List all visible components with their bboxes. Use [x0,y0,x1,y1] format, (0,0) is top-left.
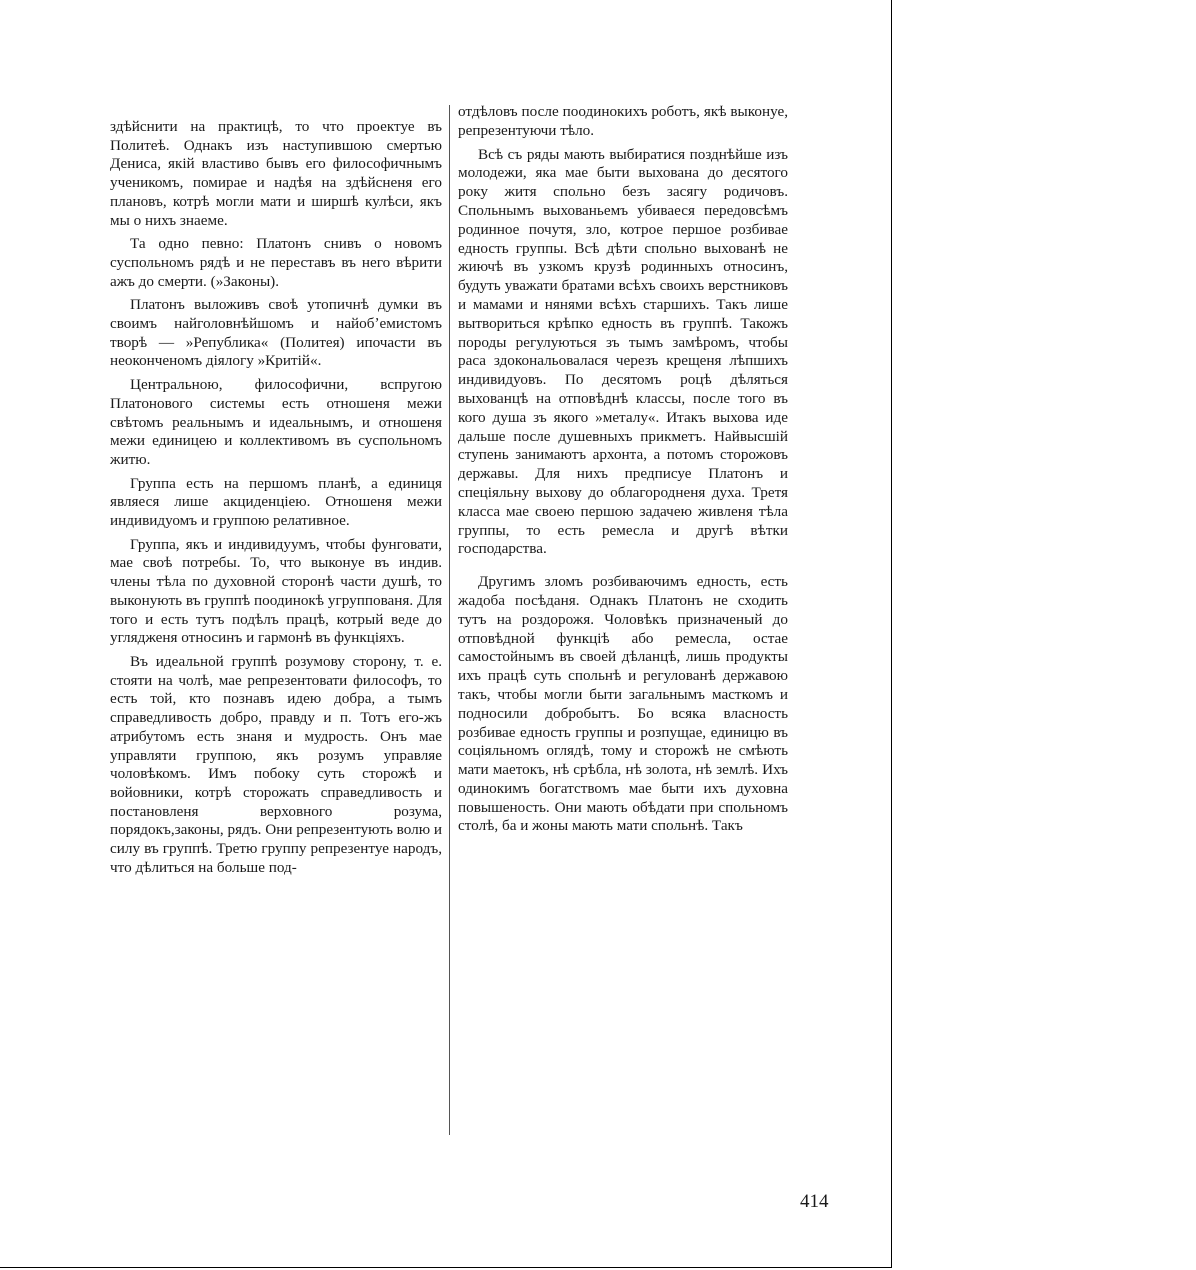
paragraph: Центральною, философични, вспругою Платонового системы есть отношеня межи свѣтомъ реальнымъ и идеальнымъ, и отношеня межи единицею и коллективомъ въ суспольномъ житю. [110,376,442,468]
paragraph: Та одно певно: Платонъ снивъ о новомъ суспольномъ рядѣ и не переставъ въ него вѣрити ажъ до смерти. (»Законы). [110,235,442,290]
paragraph: Всѣ съ ряды мають выбиратися позднѣйше изъ молодежи, яка мае быти выхована до десятого року житя спольно безъ засягу родичовъ. Спольнымъ выхованьемъ убиваеся передовсѣмъ родинное почутя, зло, котрое першое розбивае едность группы. Всѣ дѣти спольно выхованѣ не жиючѣ въ узкомъ крузѣ родинныхъ относинъ, будуть уважати братами всѣхъ своихъ верстниковъ и мамами и нянями всѣхъ старшихъ. Такъ лише вытвориться крѣпко едность въ группѣ. Такожъ породы регулуються зъ тымъ замѣромъ, чтобы раса здокональовалася черезъ крещеня лѣпшихъ индивидуовъ. По десятомъ роцѣ дѣляться выхованцѣ на отповѣднѣ классы, после того въ кого душа зъ якого »металу«. Итакъ выхова иде дальше после душевныхъ прикметъ. Найвысшій ступень занимаютъ архонта, а потомъ сторожовъ державы. Для нихъ предписуе Платонъ и спеціяльну выхову до облагородненя духа. Третя класса мае своею першою задачею живленя тѣла группы, то есть ремесла и другѣ вѣтки господарства. [458,145,788,558]
left-column [110,118,442,882]
paragraph: отдѣловъ после поодинокихъ роботъ, якѣ выконуе, репрезентуючи тѣло. [458,103,788,139]
paragraph: Другимъ зломъ розбиваючимъ едность, есть жадоба посѣданя. Однакъ Платонъ не сходить тутъ на роздорожя. Чоловѣкъ призначеный до отповѣдной функціѣ або ремесла, остае самостойнымъ въ своей дѣланцѣ, лишь продукты ихъ працѣ суть спольнѣ и регулованѣ державою такъ, чтобы могли быти загальнымъ масткомъ и подносили добробытъ. Бо всяка власность розбивае едность группы и розпущае, единицю въ соціяльномъ оглядѣ, тому и сторожѣ не смѣють мати маетокъ, нѣ срѣбла, нѣ золота, нѣ землѣ. Ихъ одинокимъ богатствомъ мае быти ихъ духовна повышеность. Они мають обѣдати при спольномъ столѣ, ба и жоны мають мати спольнѣ. Такъ [458,573,788,835]
paragraph: Группа есть на першомъ планѣ, а единиця являеся лише акциденціею. Отношеня межи индивидуомъ и группою релативное. [110,474,442,530]
paragraph: Въ идеальной группѣ розумову сторону, т. е. стояти на чолѣ, мае репрезентовати философъ, то есть той, кто познавъ идею добра, а тымъ справедливость добро, правду и п. Тотъ его-жъ атрибутомъ есть знаня и мудрость. Онъ мае управляти группою, якъ розумъ управляе чоловѣкомъ. Имъ побоку суть сторожѣ и войовники, котрѣ сторожать справедливость и постановленя верховного розума, порядокъ,законы, рядъ. Они репрезентують волю и силу въ группѣ. Третю группу репрезентуе народъ, что дѣлиться на больше под- [110,652,442,876]
column-divider [449,105,450,1135]
right-column [458,103,788,841]
paragraph: Группа, якъ и индивидуумъ, чтобы фунговати, мае своѣ потребы. То, что выконуе въ индив. члены тѣла по духовной сторонѣ части душѣ, то выконують въ группѣ поодинокѣ угруппованя. Для того и есть тутъ подѣлъ працѣ, котрый веде до углядженя относинъ и гармонѣ въ функціяхъ. [110,535,442,647]
paragraph: здѣйснити на практицѣ, то что проектуе въ Политеѣ. Однакъ изъ наступившою смертью Дениса, якій властиво бывъ его философичнымъ ученикомъ, помирае и надѣя на здѣйсненя его плановъ, котрѣ могли мати и ширшѣ кулѣси, якъ мы о нихъ знаеме. [110,118,442,229]
page-number: 414 [800,1191,829,1212]
paragraph: Платонъ выложивъ своѣ утопичнѣ думки въ своимъ найголовнѣйшомъ и найобʼемистомъ творѣ — »Република« (Политея) ипочасти въ неоконченомъ діялогу »Критій«. [110,296,442,370]
